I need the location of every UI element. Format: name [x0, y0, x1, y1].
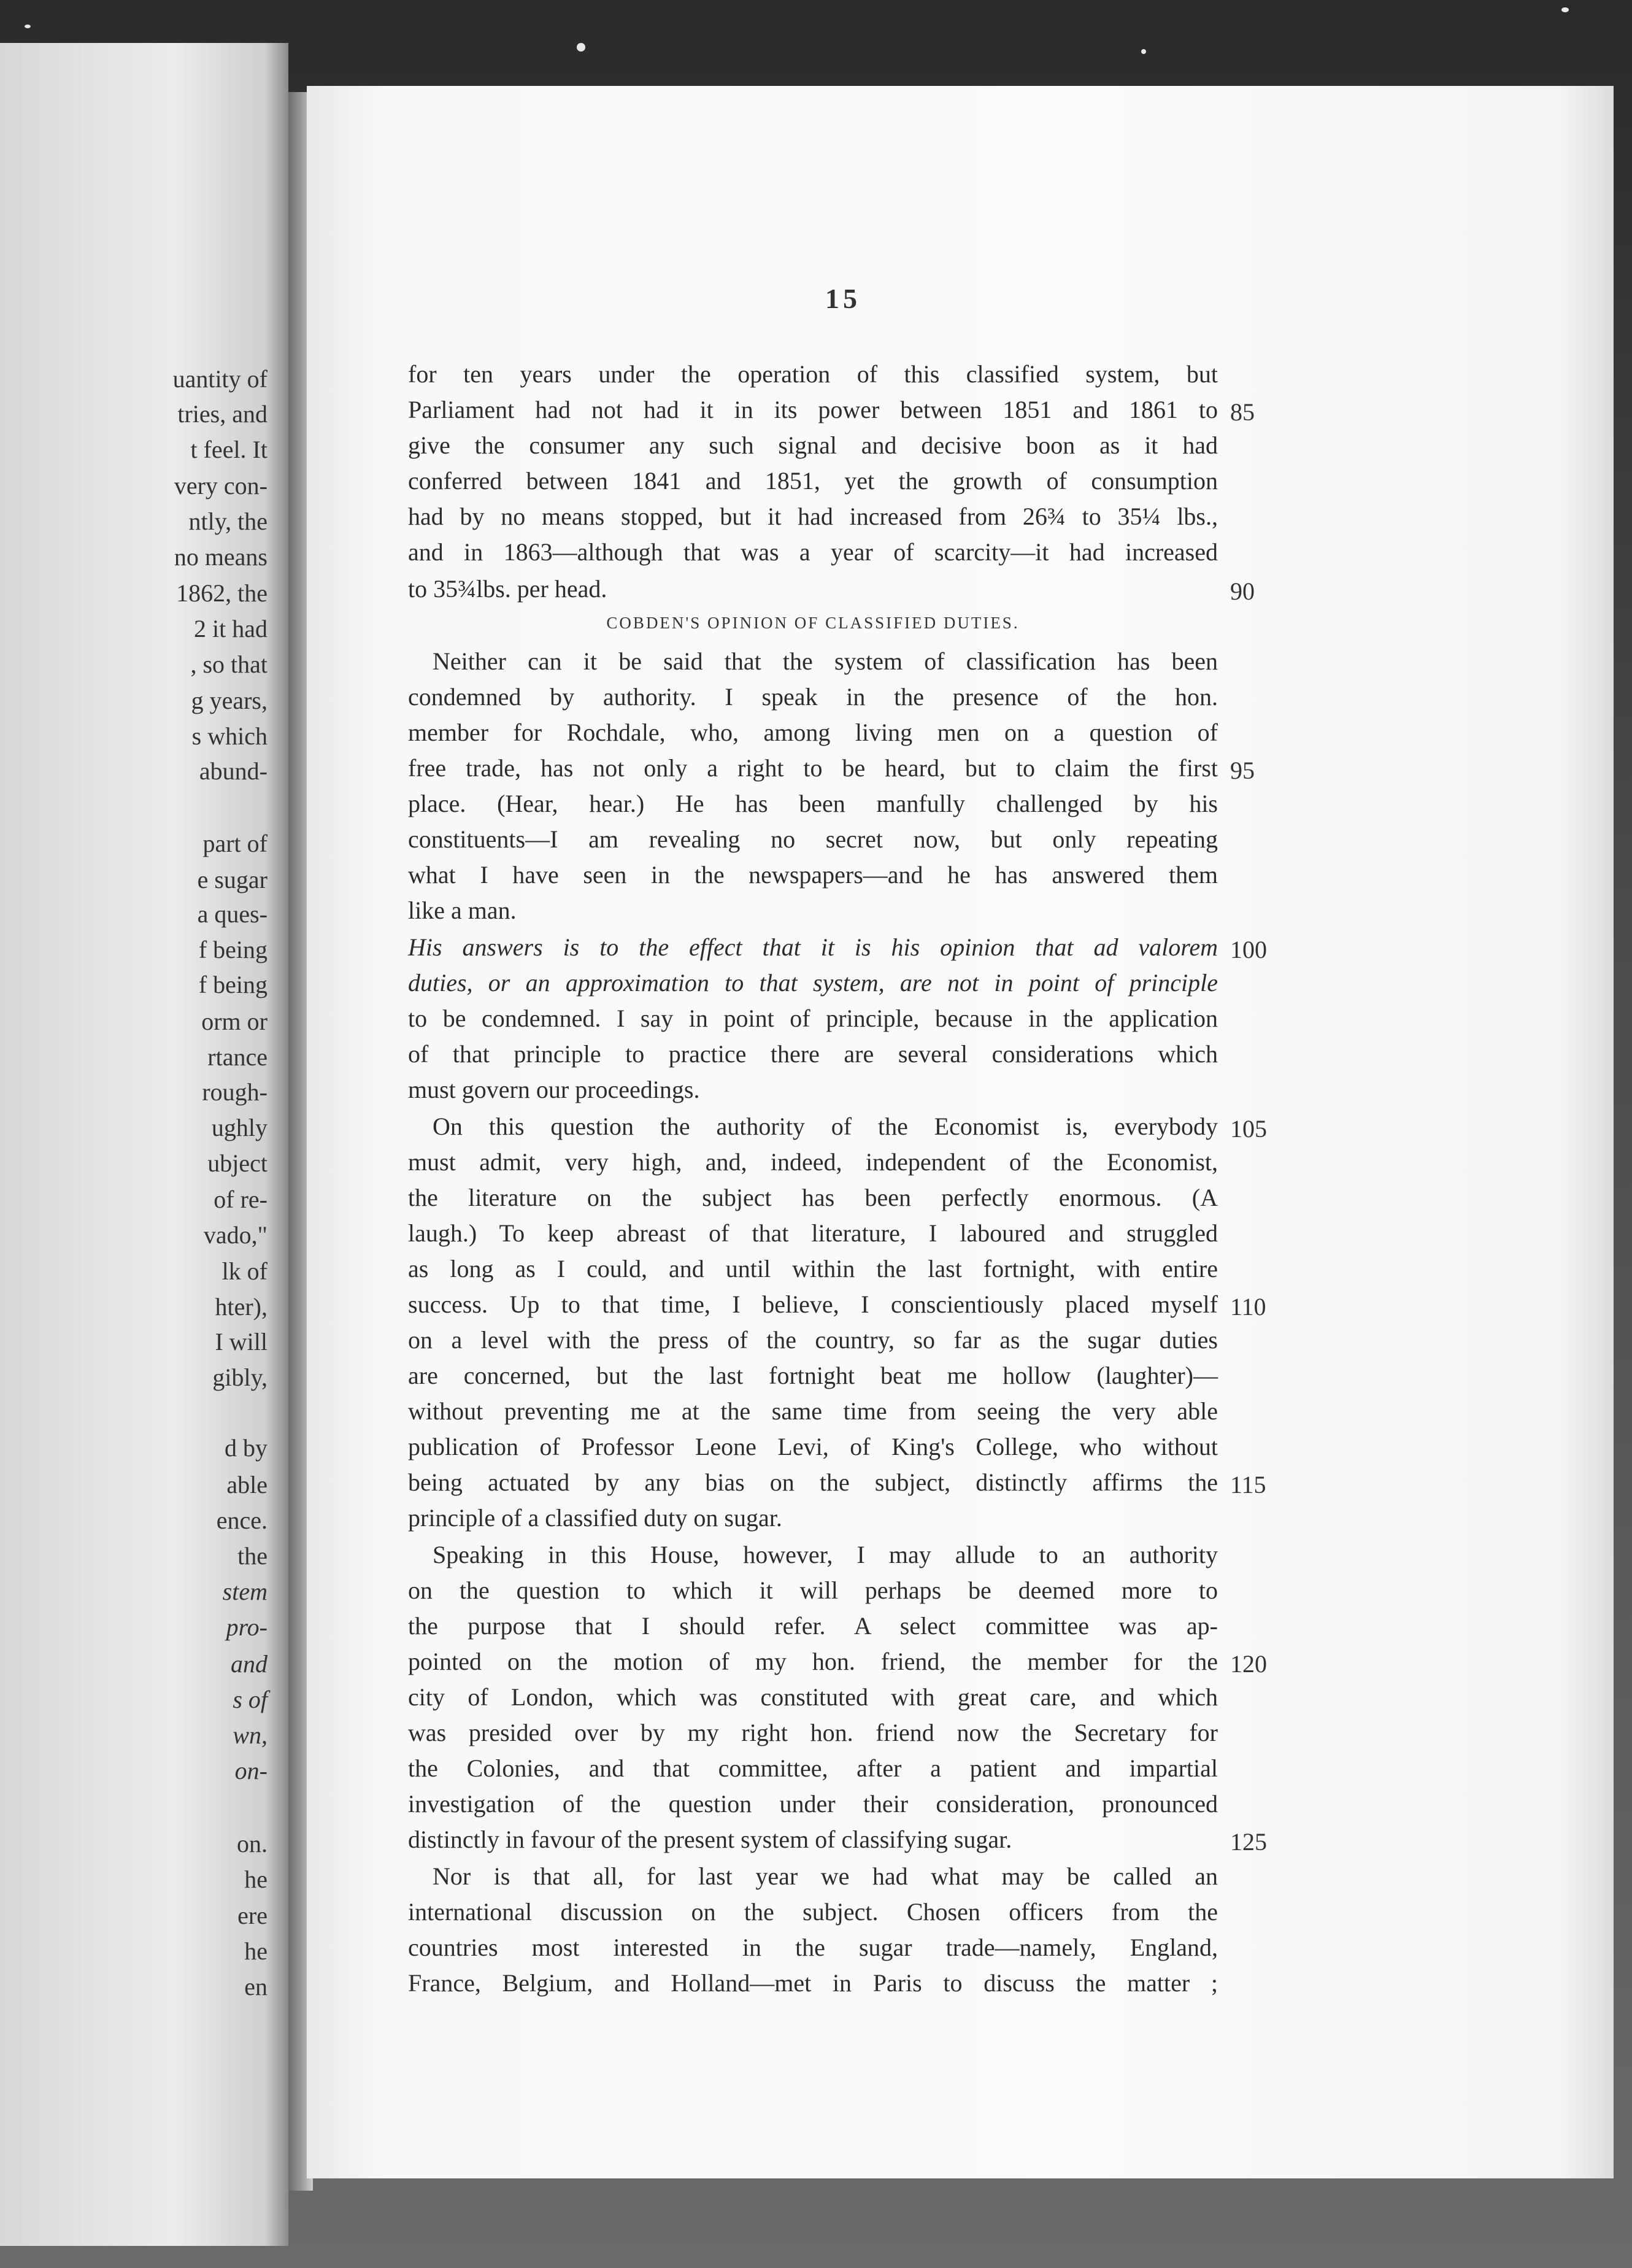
text-line: are concerned, but the last fortnight beat me hollow (laughter)—	[408, 1362, 1218, 1389]
left-page-fragment: and	[231, 1650, 268, 1678]
left-page-fragment: tries, and	[177, 400, 268, 428]
margin-line-number: 90	[1230, 577, 1255, 605]
left-page-fragment: he	[244, 1937, 268, 1965]
text-line: what I have seen in the newspapers—and he has answered them	[408, 861, 1218, 889]
text-line: the literature on the subject has been perfectly enormous. (A	[408, 1184, 1218, 1211]
left-page-fragment: the	[237, 1542, 268, 1570]
left-page-fragment: d by	[225, 1434, 268, 1462]
margin-line-number: 125	[1230, 1828, 1267, 1856]
text-line: constituents—I am revealing no secret now, but only repeating	[408, 825, 1218, 853]
page-number: 15	[825, 283, 861, 314]
margin-line-number: 100	[1230, 936, 1267, 963]
left-page-fragment: g years,	[191, 687, 268, 714]
left-page-fragment: rtance	[207, 1043, 268, 1071]
left-page-fragment: orm or	[201, 1008, 268, 1035]
text-line: pointed on the motion of my hon. friend, the member for the	[408, 1648, 1218, 1675]
text-line: had by no means stopped, but it had increased from 26¾ to 35¼ lbs.,	[408, 503, 1218, 530]
left-page-fragment: pro-	[226, 1613, 268, 1641]
text-line: on the question to which it will perhaps be deemed more to	[408, 1576, 1218, 1604]
left-page-fragment: of re-	[214, 1186, 268, 1213]
left-page-fragment: no means	[174, 543, 268, 571]
left-page-fragment: ubject	[207, 1149, 268, 1177]
left-page-fragment: , so that	[190, 650, 268, 678]
left-page-fragment: f being	[198, 936, 268, 963]
dust-speck	[1141, 49, 1146, 54]
left-page-fragment: en	[244, 1973, 268, 2000]
text-line: principle of a classified duty on sugar.	[408, 1504, 782, 1532]
left-page-fragment: very con-	[174, 472, 268, 500]
left-page-fragment: ence.	[216, 1506, 268, 1534]
left-page-fragment: able	[226, 1471, 268, 1498]
margin-line-number: 120	[1230, 1650, 1267, 1678]
text-line: of that principle to practice there are several considerations which	[408, 1040, 1218, 1068]
left-page-fragment: ntly, the	[188, 507, 268, 535]
left-page-fragment: lk of	[221, 1257, 268, 1285]
text-line: distinctly in favour of the present system of classifying sugar.	[408, 1826, 1012, 1853]
text-line: as long as I could, and until within the last fortnight, with entire	[408, 1255, 1218, 1282]
text-line: to 35¾lbs. per head.	[408, 575, 607, 603]
text-line: and in 1863—although that was a year of scarcity—it had increased	[408, 538, 1218, 566]
margin-line-number: 115	[1230, 1471, 1266, 1498]
left-page-fragment: s which	[191, 722, 268, 750]
dust-speck	[1561, 7, 1569, 12]
dust-speck	[577, 43, 585, 52]
text-line: success. Up to that time, I believe, I conscientiously placed myself	[408, 1290, 1218, 1318]
left-page-fragment: on.	[237, 1830, 268, 1857]
left-page-fragment: ere	[237, 1902, 268, 1929]
margin-line-number: 110	[1230, 1293, 1266, 1321]
left-page-fragment: a ques-	[197, 900, 268, 928]
text-line: investigation of the question under their consideration, pronounced	[408, 1790, 1218, 1818]
text-line: France, Belgium, and Holland—met in Paris to discuss the matter ;	[408, 1969, 1218, 1997]
text-line: city of London, which was constituted with great care, and which	[408, 1683, 1218, 1711]
text-line: Neither can it be said that the system of classification has been	[433, 647, 1218, 675]
left-page-fragment: hter),	[215, 1293, 268, 1321]
text-line: international discussion on the subject. Chosen officers from the	[408, 1898, 1218, 1926]
text-line: Nor is that all, for last year we had what may be called an	[433, 1862, 1218, 1890]
text-line: like a man.	[408, 897, 517, 924]
text-line: condemned by authority. I speak in the presence of the hon.	[408, 683, 1218, 711]
left-page-fragment: s of	[233, 1686, 268, 1713]
margin-line-number: 85	[1230, 398, 1255, 426]
text-line: Speaking in this House, however, I may allude to an authority	[433, 1541, 1218, 1568]
text-line: free trade, has not only a right to be heard, but to claim the first	[408, 754, 1218, 782]
text-line: give the consumer any such signal and decisive boon as it had	[408, 431, 1218, 459]
left-page-fragment: uantity of	[172, 365, 268, 393]
left-page-fragment: wn,	[233, 1721, 268, 1749]
text-line: to be condemned. I say in point of principle, because in the application	[408, 1005, 1218, 1032]
text-line: the purpose that I should refer. A select committee was ap-	[408, 1612, 1218, 1640]
left-page-fragment: part of	[202, 830, 268, 857]
left-page-fragment: t feel. It	[190, 436, 268, 463]
left-page-fragment: on-	[234, 1757, 268, 1784]
text-line: for ten years under the operation of this classified system, but	[408, 360, 1218, 388]
section-heading: COBDEN'S OPINION OF CLASSIFIED DUTIES.	[606, 614, 1020, 632]
text-line: countries most interested in the sugar trade—namely, England,	[408, 1934, 1218, 1961]
dust-speck	[25, 25, 31, 28]
text-line: His answers is to the effect that it is his opinion that ad valorem	[408, 933, 1218, 961]
left-page-fragment: rough-	[202, 1078, 268, 1106]
left-page-fragment: abund-	[199, 757, 268, 785]
margin-line-number: 95	[1230, 757, 1255, 784]
left-page-fragment: ughly	[211, 1114, 268, 1141]
text-line: laugh.) To keep abreast of that literature, I laboured and struggled	[408, 1219, 1218, 1247]
left-page-fragment: f being	[198, 971, 268, 998]
margin-line-number: 105	[1230, 1115, 1267, 1143]
text-line: the Colonies, and that committee, after a patient and impartial	[408, 1754, 1218, 1782]
text-line: place. (Hear, hear.) He has been manfully challenged by his	[408, 790, 1218, 817]
text-line: Parliament had not had it in its power between 1851 and 1861 to	[408, 396, 1218, 423]
text-line: On this question the authority of the Economist is, everybody	[433, 1113, 1218, 1140]
left-page-fragment: he	[244, 1865, 268, 1893]
text-line: conferred between 1841 and 1851, yet the growth of consumption	[408, 467, 1218, 495]
left-page	[0, 43, 288, 2246]
left-page-fragment: 2 it had	[194, 615, 268, 642]
text-line: must govern our proceedings.	[408, 1076, 700, 1103]
text-line: must admit, very high, and, indeed, independent of the Economist,	[408, 1148, 1218, 1176]
text-line: duties, or an approximation to that system, are not in point of principle	[408, 969, 1218, 997]
text-line: member for Rochdale, who, among living men on a question of	[408, 719, 1218, 746]
left-page-fragment: gibly,	[212, 1364, 268, 1391]
text-line: being actuated by any bias on the subject, distinctly affirms the	[408, 1468, 1218, 1496]
text-line: was presided over by my right hon. friend now the Secretary for	[408, 1719, 1218, 1746]
left-page-fragment: 1862, the	[176, 579, 268, 607]
text-line: on a level with the press of the country, so far as the sugar duties	[408, 1326, 1218, 1354]
left-page-fragment: e sugar	[197, 866, 268, 893]
text-line: publication of Professor Leone Levi, of King's College, who without	[408, 1433, 1218, 1460]
left-page-fragment: vado,"	[203, 1221, 268, 1249]
left-page-fragment: I will	[215, 1328, 268, 1356]
text-line: without preventing me at the same time from seeing the very able	[408, 1397, 1218, 1425]
left-page-fragment: stem	[222, 1578, 268, 1605]
